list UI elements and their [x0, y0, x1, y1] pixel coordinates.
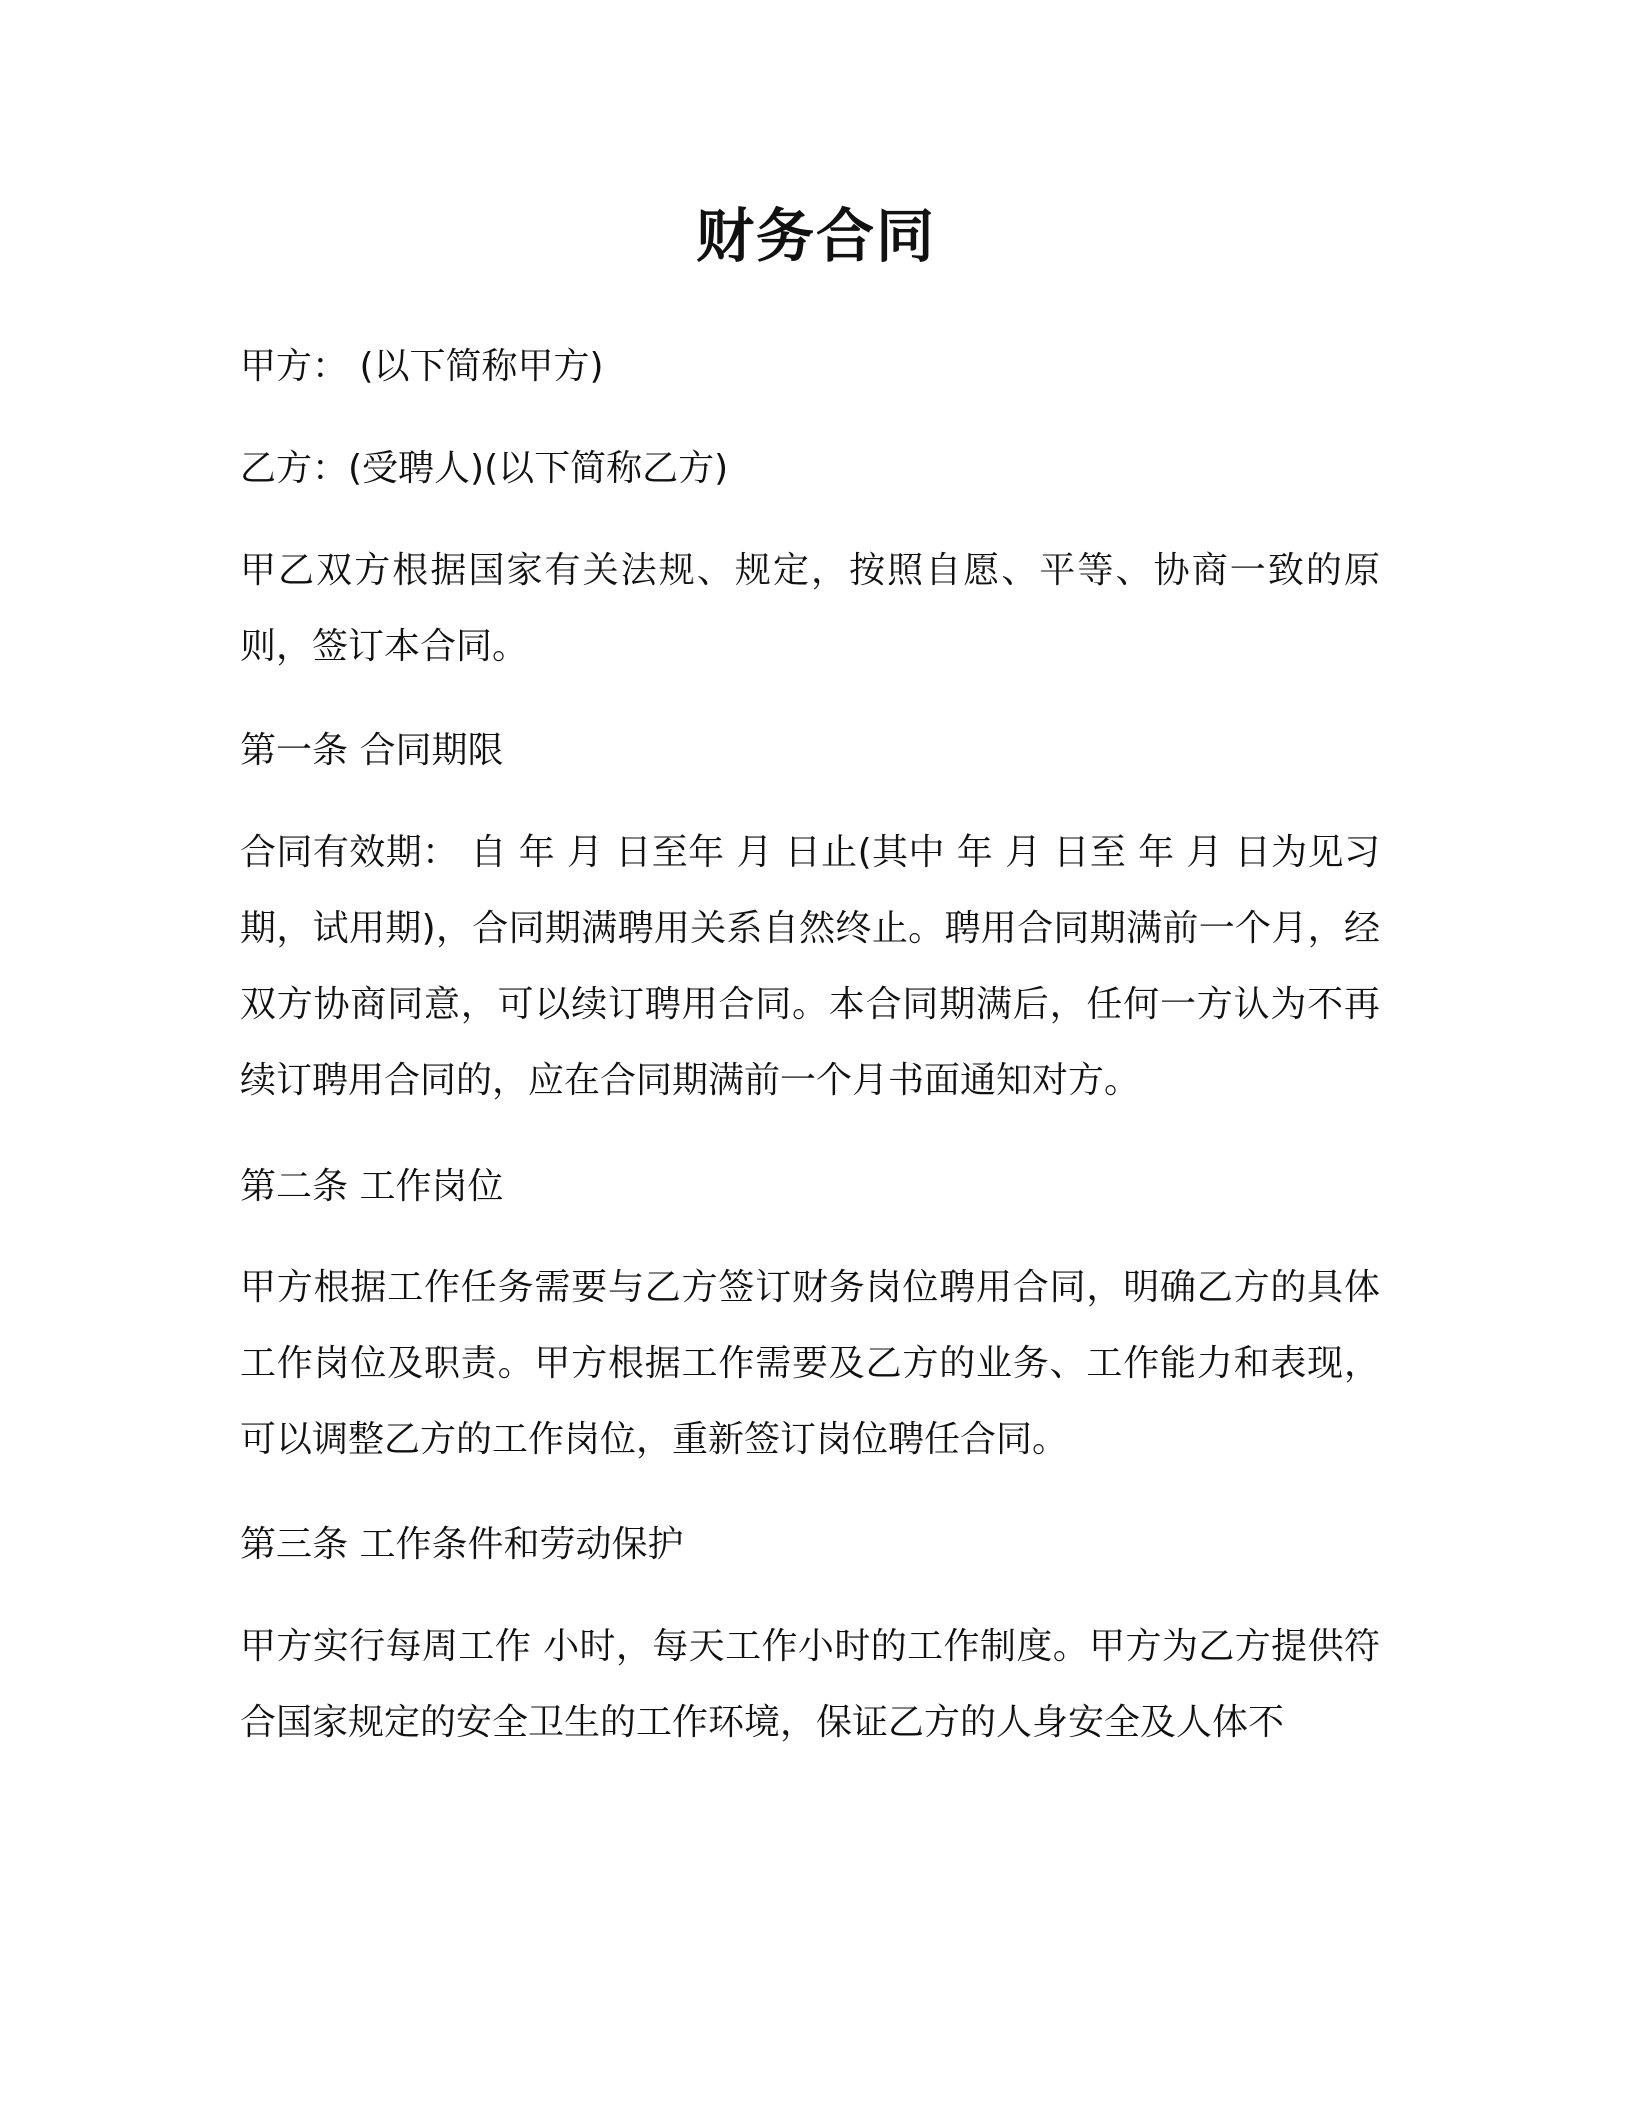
- document-title: 财务合同: [695, 202, 936, 270]
- preamble-paragraph: 甲乙双方根据国家有关法规、规定，按照自愿、平等、协商一致的原则，签订本合同。: [240, 550, 1380, 667]
- article2-heading: 第二条 工作岗位: [240, 1166, 504, 1207]
- article3-heading: 第三条 工作条件和劳动保护: [240, 1524, 684, 1565]
- article3-paragraph: 甲方实行每周工作 小时，每天工作小时的工作制度。甲方为乙方提供符合国家规定的安全卫生的工作环境，保证乙方的人身安全及人体不: [240, 1626, 1380, 1743]
- party-b-line: 乙方：(受聘人)(以下简称乙方): [240, 448, 729, 489]
- article1-paragraph: 合同有效期： 自 年 月 日至年 月 日止(其中 年 月 日至 年 月 日为见习期，试用期)，合同期满聘用关系自然终止。聘用合同期满前一个月，经双方协商同意，可以续订聘用合同。本合同期满后，任何一方认为不再续订聘用合同的，应在合同期满前一个月书面通知对方。: [240, 832, 1380, 1101]
- article2-paragraph: 甲方根据工作任务需要与乙方签订财务岗位聘用合同，明确乙方的具体工作岗位及职责。甲方根据工作需要及乙方的业务、工作能力和表现，可以调整乙方的工作岗位，重新签订岗位聘任合同。: [240, 1267, 1380, 1460]
- party-a-line: 甲方： (以下简称甲方): [240, 346, 604, 387]
- article1-heading: 第一条 合同期限: [240, 730, 504, 771]
